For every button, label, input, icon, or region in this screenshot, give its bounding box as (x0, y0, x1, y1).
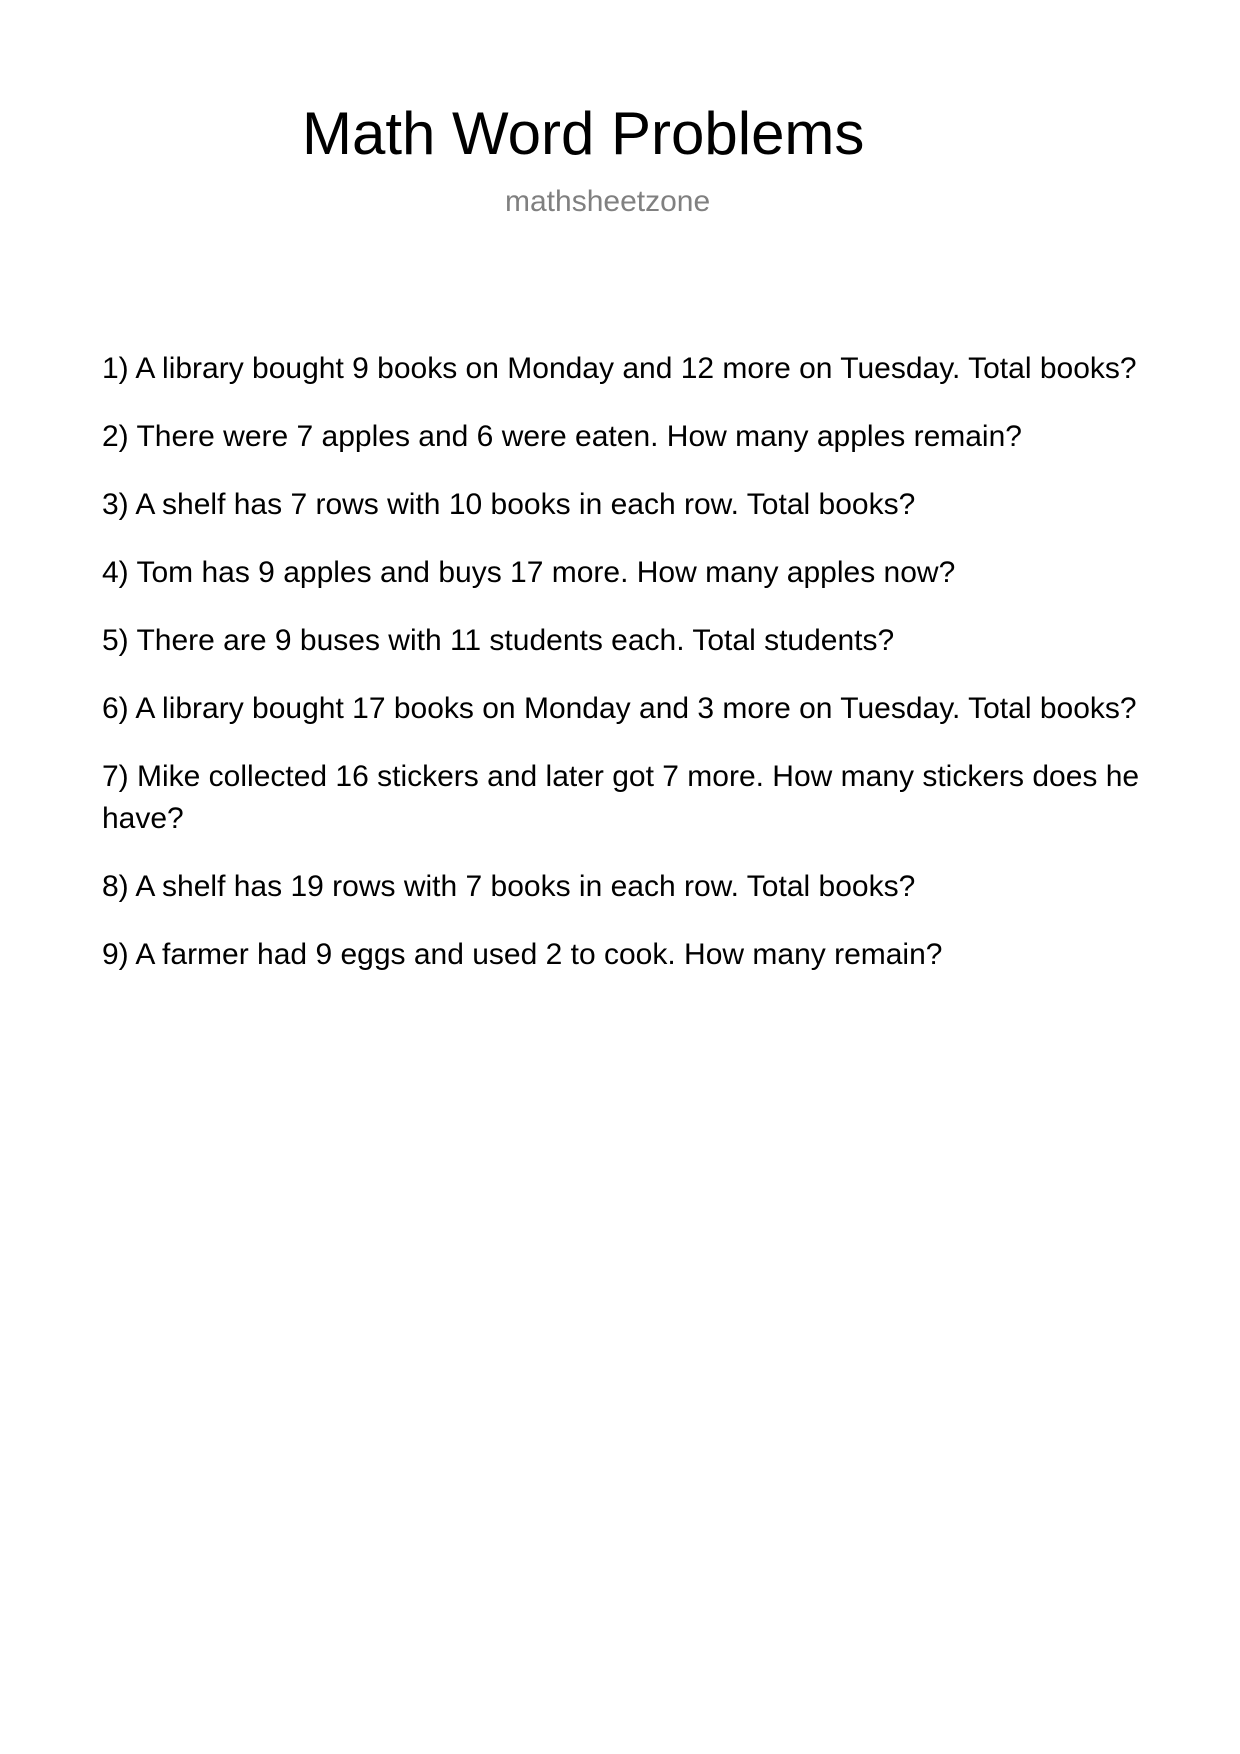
problem-8: 8) A shelf has 19 rows with 7 books in each row. Total books? (102, 870, 916, 903)
problem-1: 1) A library bought 9 books on Monday and 12 more on Tuesday. Total books? (102, 352, 1137, 385)
problem-7: 7) Mike collected 16 stickers and later got 7 more. How many stickers does he have? (102, 760, 1140, 835)
problem-6: 6) A library bought 17 books on Monday and 3 more on Tuesday. Total books? (102, 692, 1137, 725)
site-name: mathsheetzone (505, 185, 711, 218)
problem-9: 9) A farmer had 9 eggs and used 2 to cook. How many remain? (102, 938, 943, 971)
problem-3: 3) A shelf has 7 rows with 10 books in each row. Total books? (102, 488, 916, 521)
problem-4: 4) Tom has 9 apples and buys 17 more. How many apples now? (102, 556, 956, 589)
problem-list (102, 348, 1162, 1002)
problem-2: 2) There were 7 apples and 6 were eaten. How many apples remain? (102, 420, 1022, 453)
page-title: Math Word Problems (302, 100, 865, 167)
problem-5: 5) There are 9 buses with 11 students each. Total students? (102, 624, 895, 657)
